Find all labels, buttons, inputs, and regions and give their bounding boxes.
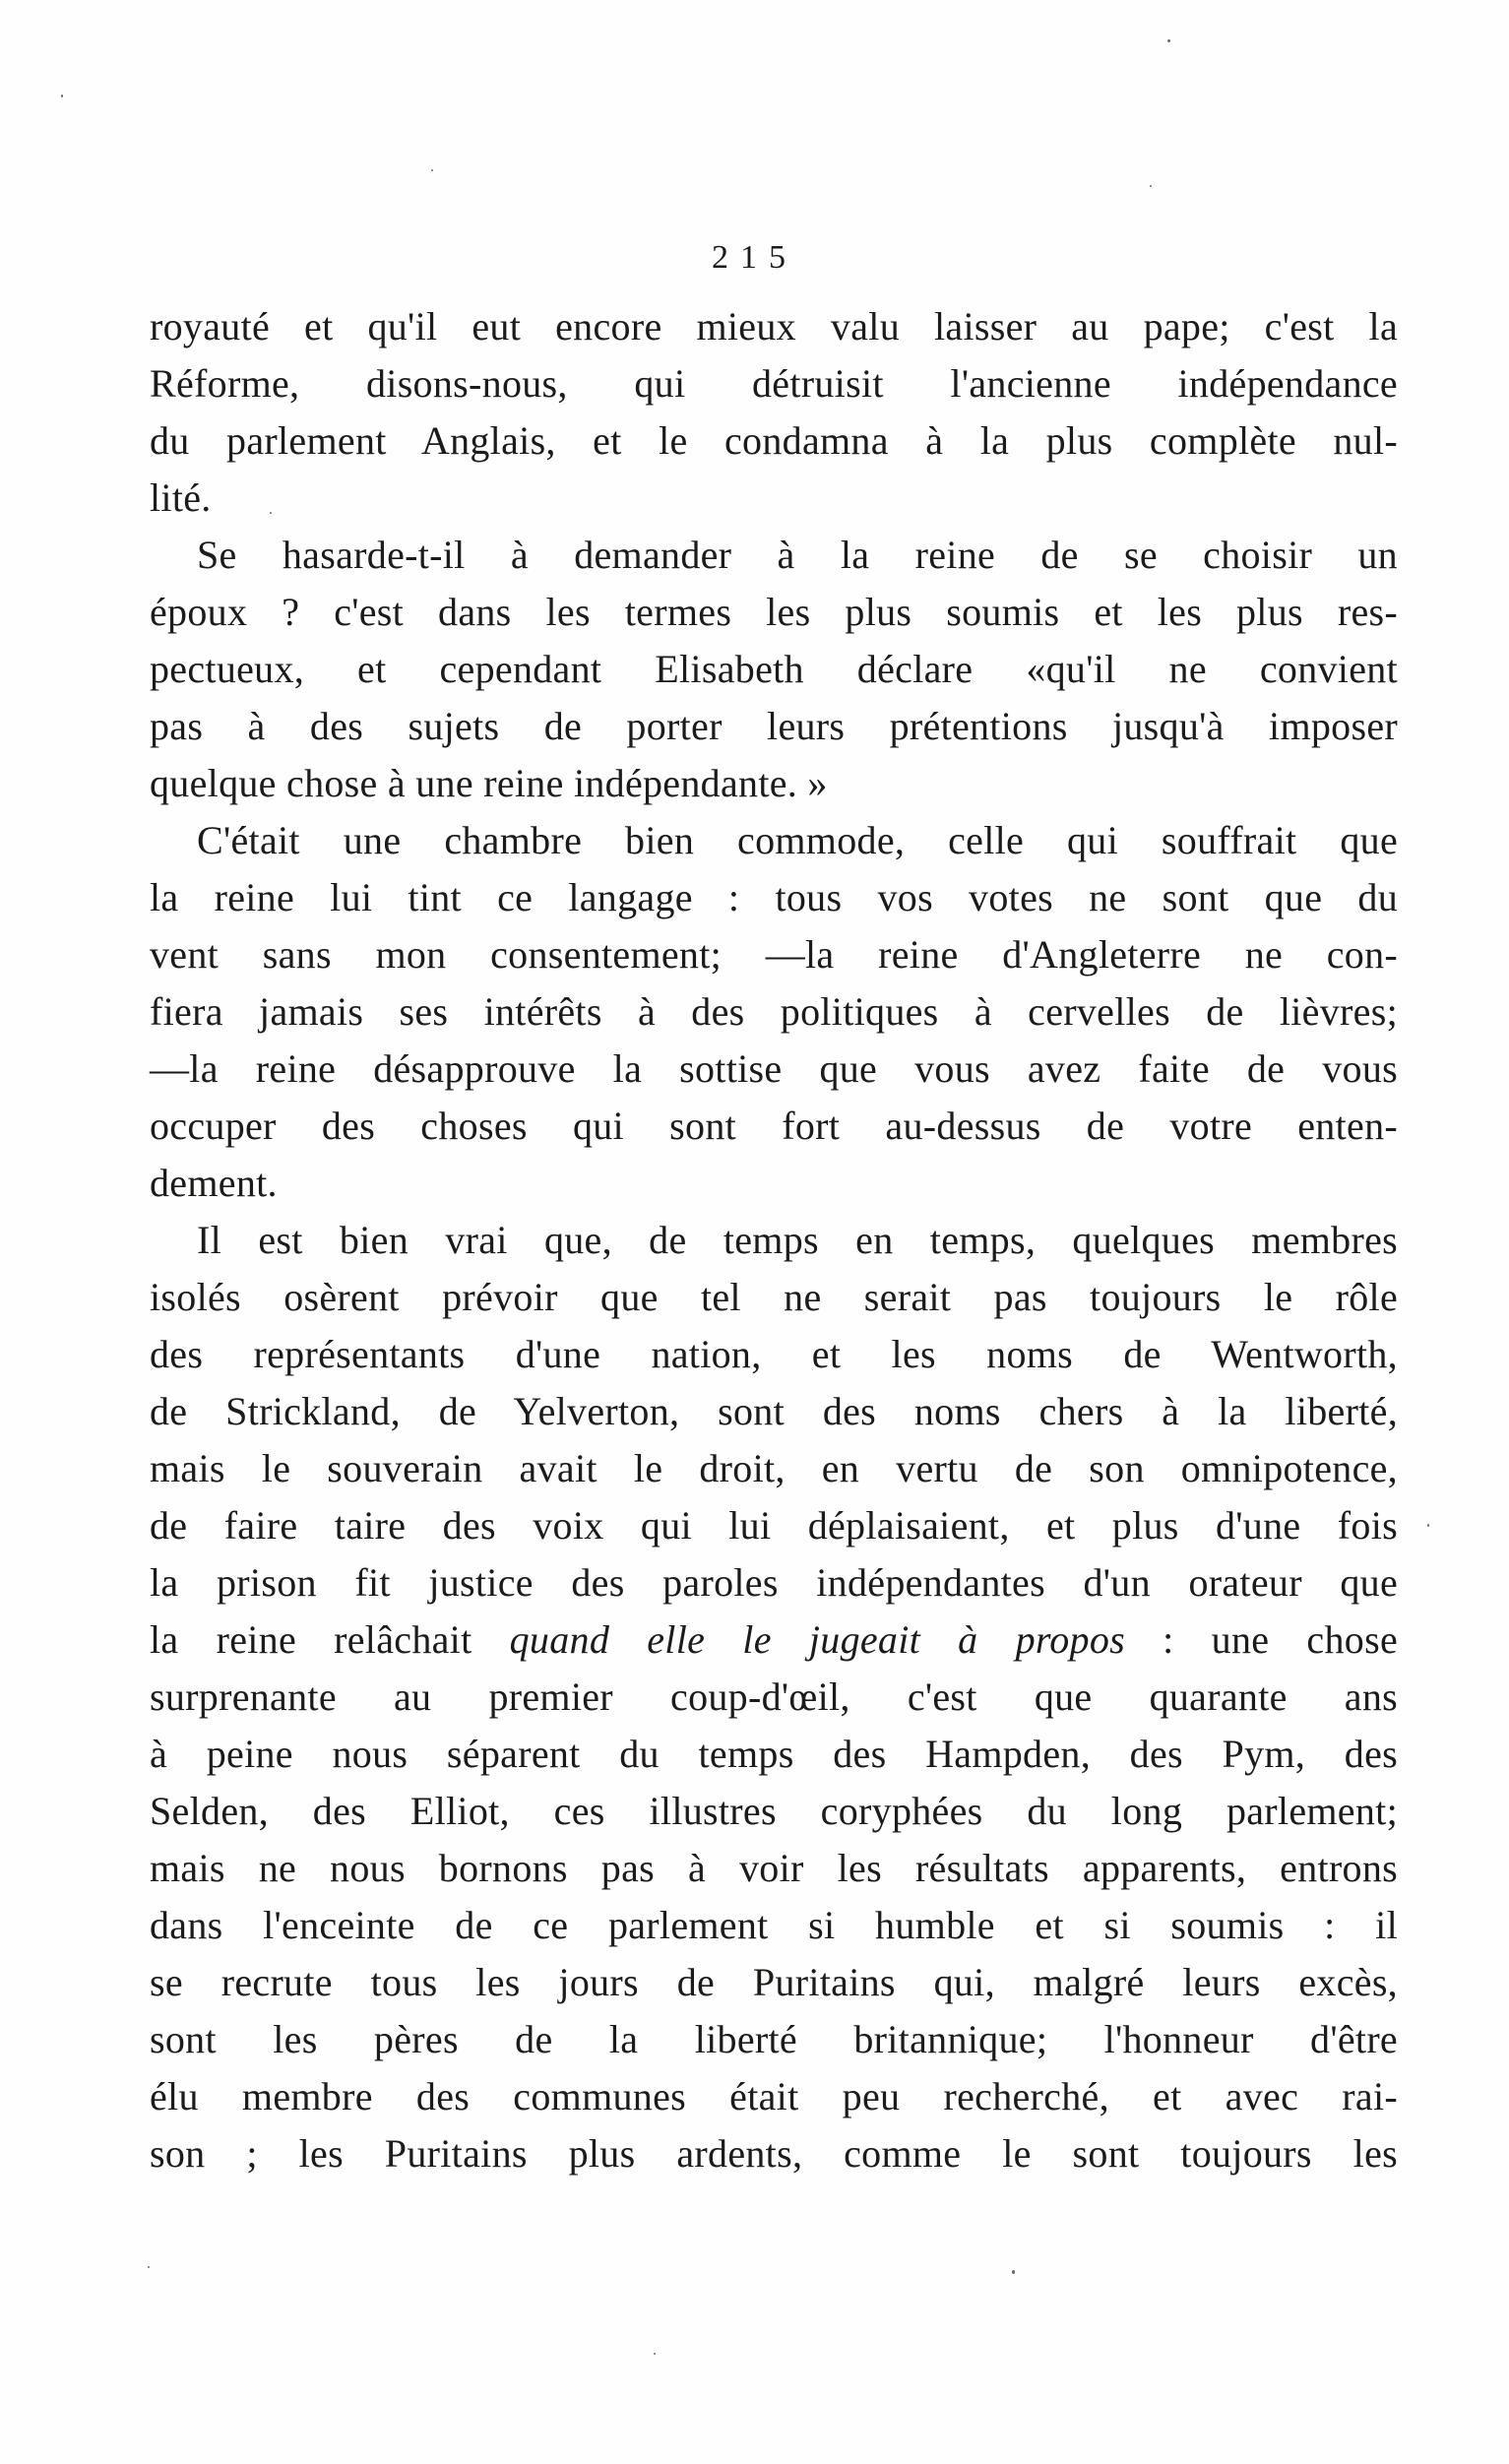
- text-segment: son ; les Puritains plus ardents, comme le sont toujours les: [150, 2131, 1398, 2176]
- text-line: [150, 1269, 1398, 1326]
- text-segment: pectueux, et cependant Elisabeth déclare «qu'il ne convient: [150, 647, 1398, 691]
- text-segment: : une chose: [1125, 1617, 1399, 1662]
- text-line: [150, 1383, 1398, 1440]
- text-segment: Se hasarde-t-il à demander à la reine de se choisir un: [197, 533, 1398, 577]
- text-line: [150, 584, 1398, 641]
- text-segment: quelque chose à une reine indépendante. »: [150, 761, 828, 805]
- text-line: [150, 1669, 1398, 1726]
- text-line: [150, 1212, 1398, 1269]
- text-segment: de faire taire des voix qui lui déplaisaient, et plus d'une fois: [150, 1503, 1398, 1548]
- page-number: 215: [712, 239, 797, 276]
- scan-speckle: [1167, 39, 1170, 42]
- text-line: [150, 1098, 1398, 1155]
- text-line: [150, 869, 1398, 926]
- text-line: [150, 1497, 1398, 1554]
- text-line: [150, 1840, 1398, 1897]
- text-segment: des représentants d'une nation, et les noms de Wentworth,: [150, 1332, 1398, 1376]
- text-segment: la reine lui tint ce langage : tous vos votes ne sont que du: [150, 875, 1398, 919]
- text-line: [150, 298, 1398, 355]
- text-segment: C'était une chambre bien commode, celle qui souffrait que: [197, 818, 1398, 862]
- text-segment: pas à des sujets de porter leurs prétentions jusqu'à imposer: [150, 704, 1398, 748]
- text-segment: à peine nous séparent du temps des Hampden, des Pym, des: [150, 1732, 1398, 1776]
- text-line: [150, 355, 1398, 412]
- scan-speckle: [431, 169, 433, 171]
- text-line: [150, 1554, 1398, 1611]
- text-line: [150, 527, 1398, 584]
- text-segment: isolés osèrent prévoir que tel ne serait pas toujours le rôle: [150, 1275, 1398, 1319]
- text-segment: du parlement Anglais, et le condamna à la plus complète nul-: [150, 418, 1398, 463]
- scan-speckle: [1150, 185, 1152, 187]
- text-segment: dement.: [150, 1161, 278, 1205]
- text-line: [150, 1155, 1398, 1212]
- text-segment: lité.: [150, 475, 212, 520]
- scan-speckle: [148, 2266, 150, 2268]
- text-segment: vent sans mon consentement; —la reine d'Angleterre ne con-: [150, 932, 1398, 977]
- text-line: [150, 1897, 1398, 1954]
- scan-speckle: [1012, 2270, 1015, 2274]
- text-block: [150, 298, 1398, 2182]
- text-segment: mais le souverain avait le droit, en vertu de son omnipotence,: [150, 1446, 1398, 1490]
- text-segment: époux ? c'est dans les termes les plus soumis et les plus res-: [150, 590, 1398, 634]
- text-segment: —la reine désapprouve la sottise que vous avez faite de vous: [150, 1046, 1398, 1091]
- text-segment: se recrute tous les jours de Puritains qui, malgré leurs excès,: [150, 1960, 1398, 2004]
- text-line: [150, 1611, 1398, 1669]
- text-line: [150, 1783, 1398, 1840]
- text-line: [150, 2125, 1398, 2182]
- text-line: [150, 470, 1398, 527]
- text-segment: dans l'enceinte de ce parlement si humble et si soumis : il: [150, 1903, 1398, 1947]
- text-line: [150, 812, 1398, 869]
- text-segment: occuper des choses qui sont fort au-dessus de votre enten-: [150, 1104, 1398, 1148]
- scan-speckle: [61, 95, 63, 97]
- text-segment: Réforme, disons-nous, qui détruisit l'ancienne indépendance: [150, 361, 1398, 406]
- text-segment: élu membre des communes était peu recherché, et avec rai-: [150, 2074, 1398, 2118]
- text-line: [150, 1041, 1398, 1098]
- text-line: [150, 1954, 1398, 2011]
- text-segment: la reine relâchait: [150, 1617, 510, 1662]
- scan-speckle: [270, 512, 272, 514]
- text-line: [150, 983, 1398, 1041]
- text-segment: royauté et qu'il eut encore mieux valu laisser au pape; c'est la: [150, 304, 1398, 348]
- text-segment: la prison fit justice des paroles indépendantes d'un orateur que: [150, 1560, 1398, 1605]
- text-segment: Il est bien vrai que, de temps en temps, quelques membres: [197, 1218, 1398, 1262]
- text-line: [150, 1726, 1398, 1783]
- text-line: [150, 755, 1398, 812]
- text-line: [150, 2011, 1398, 2068]
- text-line: [150, 926, 1398, 983]
- scan-speckle: [1427, 1524, 1429, 1527]
- text-line: [150, 1326, 1398, 1383]
- text-line: [150, 412, 1398, 470]
- text-segment: de Strickland, de Yelverton, sont des noms chers à la liberté,: [150, 1389, 1398, 1433]
- scan-speckle: [654, 2353, 656, 2355]
- text-line: [150, 1440, 1398, 1497]
- text-segment: fiera jamais ses intérêts à des politiques à cervelles de lièvres;: [150, 989, 1398, 1034]
- text-segment: surprenante au premier coup-d'œil, c'est que quarante ans: [150, 1674, 1398, 1719]
- text-line: [150, 2068, 1398, 2125]
- text-segment: sont les pères de la liberté britannique; l'honneur d'être: [150, 2017, 1398, 2061]
- text-segment: mais ne nous bornons pas à voir les résultats apparents, entrons: [150, 1846, 1398, 1890]
- italic-text-segment: quand elle le jugeait à propos: [509, 1617, 1126, 1662]
- text-line: [150, 641, 1398, 698]
- text-segment: Selden, des Elliot, ces illustres coryphées du long parlement;: [150, 1789, 1398, 1833]
- text-line: [150, 698, 1398, 755]
